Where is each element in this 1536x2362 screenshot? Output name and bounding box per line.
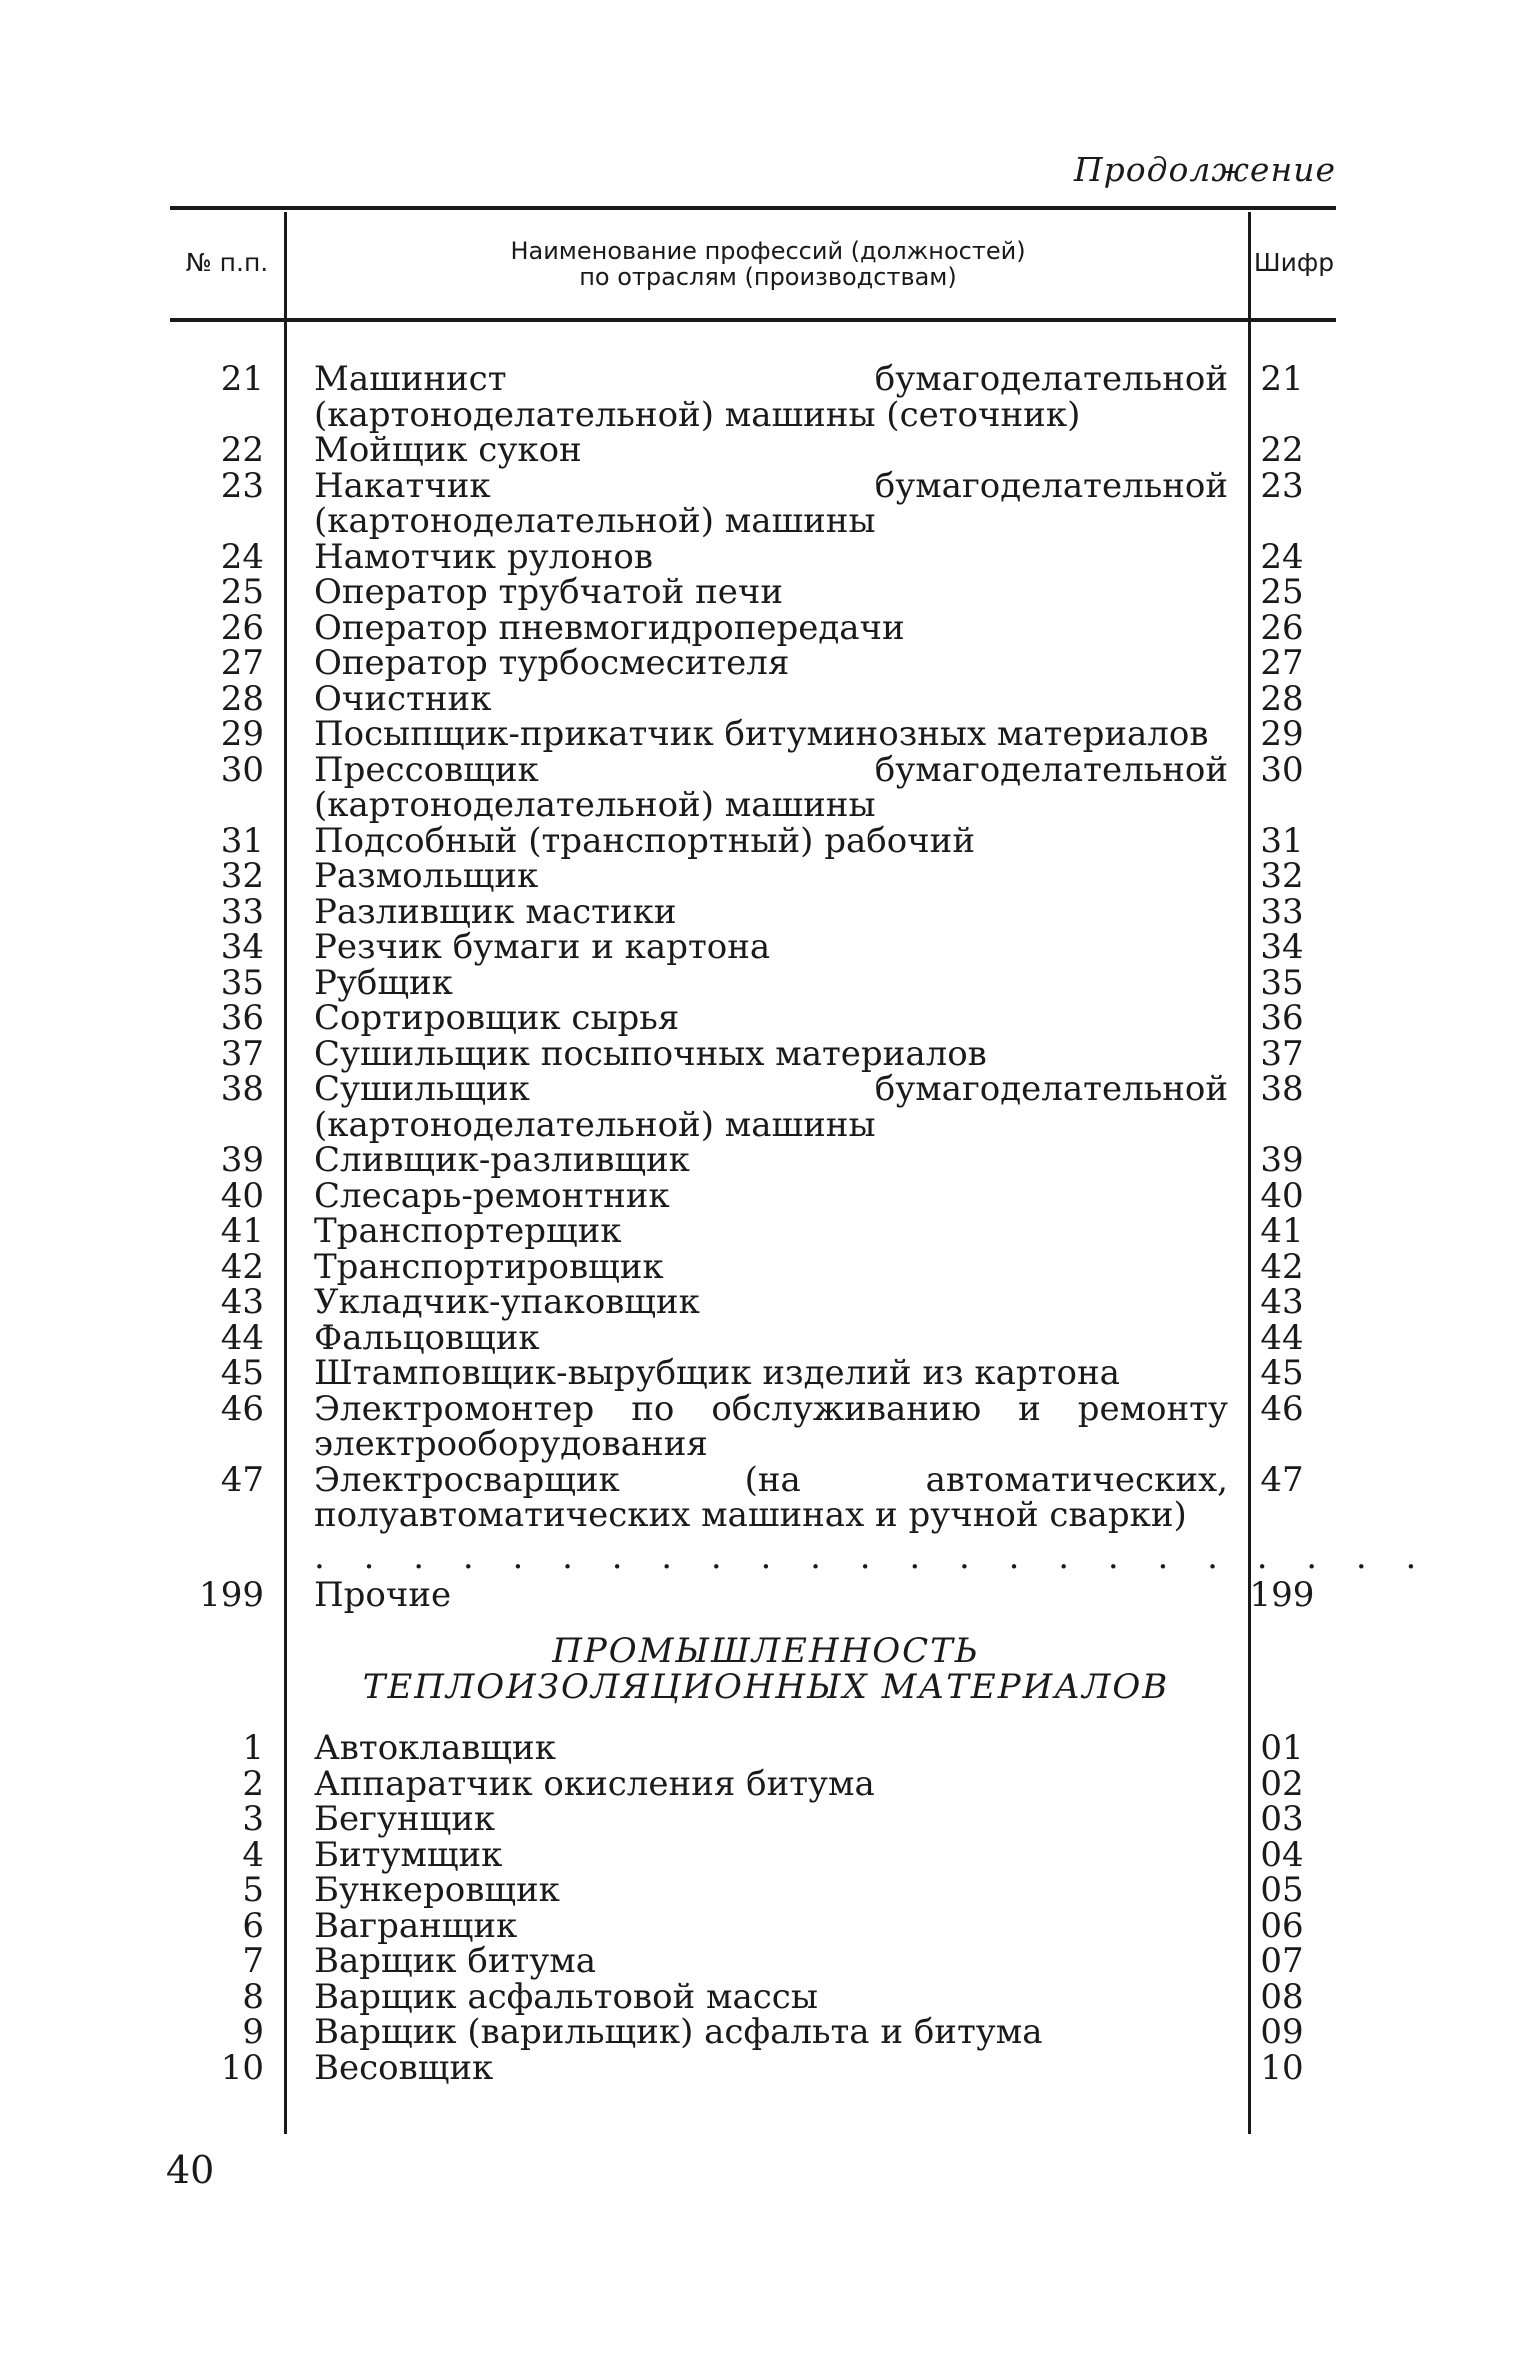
row-number: 26 bbox=[220, 607, 264, 648]
row-number: 27 bbox=[220, 643, 264, 683]
table-row bbox=[170, 572, 1336, 612]
row-code: 47 bbox=[1260, 1459, 1304, 1500]
table-row bbox=[170, 1459, 1336, 1535]
table-header-rule bbox=[170, 318, 1336, 322]
table-row bbox=[170, 678, 1336, 719]
row-code: 42 bbox=[1260, 1246, 1304, 1287]
row-number: 32 bbox=[220, 856, 264, 896]
table-row bbox=[170, 430, 1336, 470]
row-name: Варщик асфальтовой массы bbox=[314, 1976, 818, 2017]
row-number: 37 bbox=[220, 1033, 264, 1074]
row-name: Битумщик bbox=[314, 1834, 503, 1875]
row-code: 08 bbox=[1260, 1976, 1304, 2017]
row-code: 31 bbox=[1260, 820, 1304, 861]
row-name: Очистник bbox=[314, 678, 492, 719]
table-row bbox=[170, 1763, 1336, 1804]
table-row bbox=[170, 1728, 1336, 1768]
table-row bbox=[170, 891, 1336, 932]
table-row bbox=[170, 1069, 1336, 1145]
row-code: 26 bbox=[1260, 607, 1304, 648]
row-name: Рубщик bbox=[314, 962, 453, 1003]
table-row bbox=[170, 1905, 1336, 1946]
rows-group-a bbox=[170, 359, 1336, 1535]
row-name: Мойщик сукон bbox=[314, 430, 582, 470]
row-name: Сушильщик посыпочных материалов bbox=[314, 1033, 987, 1074]
header-name-line1: Наименование профессий (должностей) bbox=[510, 237, 1026, 265]
section-title-line1: ПРОМЫШЛЕННОСТЬ bbox=[552, 1631, 980, 1671]
table-row bbox=[170, 359, 1336, 435]
table-row bbox=[170, 465, 1336, 541]
row-number: 7 bbox=[242, 1941, 264, 1981]
row-number: 36 bbox=[220, 998, 264, 1038]
row-code: 40 bbox=[1260, 1175, 1304, 1216]
table-row bbox=[170, 1211, 1336, 1251]
table-row bbox=[170, 2012, 1336, 2052]
table-row bbox=[170, 1388, 1336, 1464]
row-number: 41 bbox=[220, 1211, 264, 1251]
row-number: 43 bbox=[220, 1282, 264, 1322]
table-top-rule bbox=[170, 206, 1336, 210]
row-number: 5 bbox=[242, 1870, 264, 1910]
table-row bbox=[170, 1941, 1336, 1981]
rows-group-b bbox=[170, 1728, 1336, 2088]
row-code: 43 bbox=[1260, 1282, 1304, 1322]
row-name: Оператор пневмогидропередачи bbox=[314, 607, 905, 648]
table-row bbox=[170, 643, 1336, 683]
row-name: Прочие bbox=[314, 1574, 452, 1615]
row-number: 31 bbox=[220, 820, 264, 861]
row-code: 23 bbox=[1260, 465, 1304, 506]
row-name: Бегунщик bbox=[314, 1799, 496, 1839]
row-number: 3 bbox=[242, 1799, 264, 1839]
table-row bbox=[170, 536, 1336, 577]
continuation-label: Продолжение bbox=[1073, 150, 1336, 189]
row-name: Вагранщик bbox=[314, 1905, 518, 1946]
table-row bbox=[170, 962, 1336, 1003]
row-name: Автоклавщик bbox=[314, 1728, 556, 1768]
row-number: 4 bbox=[242, 1834, 264, 1875]
row-name: Резчик бумаги и картона bbox=[314, 927, 771, 967]
row-code: 33 bbox=[1260, 891, 1304, 932]
row-name: Сливщик-разливщик bbox=[314, 1140, 690, 1180]
row-number: 38 bbox=[220, 1069, 264, 1109]
table-row-other bbox=[170, 1574, 1336, 1615]
table-row bbox=[170, 1282, 1336, 1322]
row-number: 25 bbox=[220, 572, 264, 612]
row-code: 05 bbox=[1260, 1870, 1304, 1910]
row-name: Прессовщик бумагоделательной (картоноделательной) машины bbox=[314, 749, 1228, 825]
row-code: 22 bbox=[1260, 430, 1304, 470]
row-code: 02 bbox=[1260, 1763, 1304, 1804]
row-number: 6 bbox=[242, 1905, 264, 1946]
row-number: 23 bbox=[220, 465, 264, 506]
row-code: 28 bbox=[1260, 678, 1304, 719]
page-number: 40 bbox=[166, 2148, 215, 2192]
table-row bbox=[170, 1870, 1336, 1910]
row-name: Подсобный (транспортный) рабочий bbox=[314, 820, 975, 861]
table-row bbox=[170, 1140, 1336, 1180]
row-code: 46 bbox=[1260, 1388, 1304, 1429]
section-title-line2: ТЕПЛОИЗОЛЯЦИОННЫХ МАТЕРИАЛОВ bbox=[362, 1667, 1170, 1707]
row-code: 10 bbox=[1260, 2047, 1304, 2088]
row-name: Оператор турбосмесителя bbox=[314, 643, 790, 683]
row-name: Фальцовщик bbox=[314, 1317, 540, 1358]
row-code: 29 bbox=[1260, 714, 1304, 754]
row-number: 33 bbox=[220, 891, 264, 932]
row-name: Транспортерщик bbox=[314, 1211, 622, 1251]
row-number: 8 bbox=[242, 1976, 264, 2017]
row-code: 06 bbox=[1260, 1905, 1304, 1946]
row-name: Накатчик бумагоделательной (картоноделательной) машины bbox=[314, 465, 1228, 541]
table-row bbox=[170, 1317, 1336, 1358]
row-name: Штамповщик-вырубщик изделий из картона bbox=[314, 1353, 1120, 1393]
row-number: 35 bbox=[220, 962, 264, 1003]
row-code: 30 bbox=[1260, 749, 1304, 790]
row-number: 21 bbox=[220, 359, 264, 399]
ellipsis-dots: . . . . . . . . . . . . . . . . . . . . . . . bbox=[314, 1536, 1431, 1577]
row-number: 39 bbox=[220, 1140, 264, 1180]
row-name: Бункеровщик bbox=[314, 1870, 560, 1910]
row-name: Транспортировщик bbox=[314, 1246, 664, 1287]
table-row bbox=[170, 1834, 1336, 1875]
table-row bbox=[170, 998, 1336, 1038]
row-name: Весовщик bbox=[314, 2047, 494, 2088]
row-name: Машинист бумагоделательной (картоноделательной) машины (сеточник) bbox=[314, 359, 1228, 435]
row-name: Варщик битума bbox=[314, 1941, 597, 1981]
table-body bbox=[170, 359, 1431, 2088]
table-row bbox=[170, 927, 1336, 967]
row-name: Намотчик рулонов bbox=[314, 536, 653, 577]
section-title bbox=[170, 1633, 1248, 1705]
row-number: 24 bbox=[220, 536, 264, 577]
row-code: 36 bbox=[1260, 998, 1304, 1038]
row-name: Разливщик мастики bbox=[314, 891, 677, 932]
row-number: 199 bbox=[199, 1574, 264, 1615]
row-code: 38 bbox=[1260, 1069, 1304, 1109]
table-row bbox=[170, 607, 1336, 648]
row-name: Электромонтер по обслуживанию и ремонту электрооборудования bbox=[314, 1388, 1228, 1464]
row-code: 44 bbox=[1260, 1317, 1304, 1358]
table-row bbox=[170, 1246, 1336, 1287]
row-number: 28 bbox=[220, 678, 264, 719]
row-number: 45 bbox=[220, 1353, 264, 1393]
row-number: 47 bbox=[220, 1459, 264, 1500]
row-code: 07 bbox=[1260, 1941, 1304, 1981]
row-code: 27 bbox=[1260, 643, 1304, 683]
row-name: Сушильщик бумагоделательной (картоноделательной) машины bbox=[314, 1069, 1228, 1145]
row-name: Оператор трубчатой печи bbox=[314, 572, 784, 612]
row-number: 44 bbox=[220, 1317, 264, 1358]
row-name: Посыпщик-прикатчик битуминозных материалов bbox=[314, 714, 1209, 754]
table-row bbox=[170, 714, 1336, 754]
row-number: 10 bbox=[220, 2047, 264, 2088]
table-row bbox=[170, 856, 1336, 896]
row-number: 46 bbox=[220, 1388, 264, 1429]
header-name bbox=[288, 238, 1248, 290]
table-row bbox=[170, 820, 1336, 861]
table-row bbox=[170, 749, 1336, 825]
row-number: 22 bbox=[220, 430, 264, 470]
row-number: 40 bbox=[220, 1175, 264, 1216]
table-row bbox=[170, 1033, 1336, 1074]
row-code: 32 bbox=[1260, 856, 1304, 896]
row-code: 01 bbox=[1260, 1728, 1304, 1768]
row-name: Аппаратчик окисления битума bbox=[314, 1763, 875, 1804]
header-name-line2: по отраслям (производствам) bbox=[579, 263, 957, 291]
row-code: 34 bbox=[1260, 927, 1304, 967]
table-row bbox=[170, 1353, 1336, 1393]
row-code: 21 bbox=[1260, 359, 1304, 399]
row-name: Укладчик-упаковщик bbox=[314, 1282, 700, 1322]
row-number: 30 bbox=[220, 749, 264, 790]
row-code: 25 bbox=[1260, 572, 1304, 612]
row-code: 35 bbox=[1260, 962, 1304, 1003]
row-code: 45 bbox=[1260, 1353, 1304, 1393]
table-row bbox=[170, 1976, 1336, 2017]
row-code: 199 bbox=[1249, 1574, 1315, 1615]
row-code: 39 bbox=[1260, 1140, 1304, 1180]
row-number: 2 bbox=[242, 1763, 264, 1804]
row-number: 1 bbox=[242, 1728, 264, 1768]
table-row bbox=[170, 1175, 1336, 1216]
row-code: 04 bbox=[1260, 1834, 1304, 1875]
header-code: Шифр bbox=[1253, 248, 1335, 277]
row-name: Варщик (варильщик) асфальта и битума bbox=[314, 2012, 1043, 2052]
row-number: 9 bbox=[242, 2012, 264, 2052]
ellipsis-row bbox=[170, 1536, 1431, 1578]
row-code: 03 bbox=[1260, 1799, 1304, 1839]
row-name: Слесарь-ремонтник bbox=[314, 1175, 670, 1216]
row-name: Сортировщик сырья bbox=[314, 998, 680, 1038]
header-number: № п.п. bbox=[185, 248, 269, 277]
row-code: 24 bbox=[1260, 536, 1304, 577]
row-name: Электросварщик (на автоматических, полуавтоматических машинах и ручной сварки) bbox=[314, 1459, 1228, 1535]
row-name: Размольщик bbox=[314, 856, 539, 896]
row-number: 29 bbox=[220, 714, 264, 754]
table-row bbox=[170, 1799, 1336, 1839]
row-number: 34 bbox=[220, 927, 264, 967]
row-number: 42 bbox=[220, 1246, 264, 1287]
row-code: 37 bbox=[1260, 1033, 1304, 1074]
table-row bbox=[170, 2047, 1336, 2088]
row-code: 09 bbox=[1260, 2012, 1304, 2052]
row-code: 41 bbox=[1260, 1211, 1304, 1251]
